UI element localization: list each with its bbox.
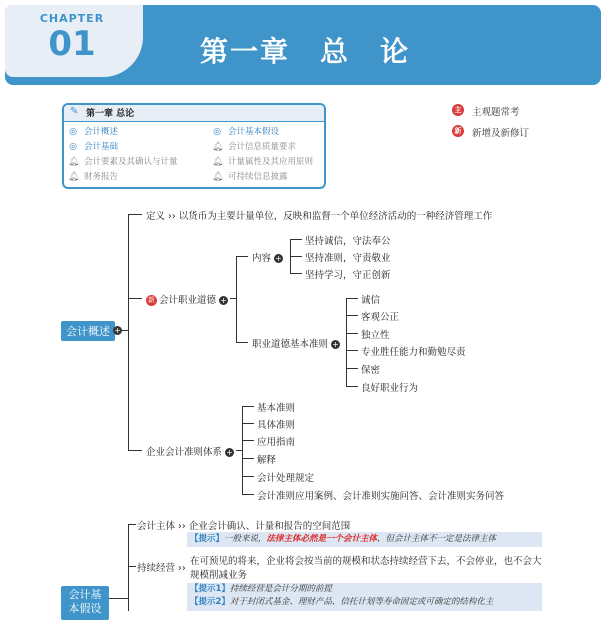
target-icon: ◎ (69, 142, 77, 152)
toc-item-basic-assumptions[interactable]: ◎ 会计基本假设 (213, 127, 280, 137)
node-definition: 定义 ›› 以货币为主要计量单位，反映和监督一个单位经济活动的一种经济管理工作 (146, 211, 493, 222)
node-accounting-entity: 会计主体 ›› 企业会计确认、计量和报告的空间范围 (137, 521, 351, 532)
rule-item: 保密 (361, 365, 381, 376)
connector (236, 256, 248, 257)
new-badge-icon: 新 (452, 125, 464, 137)
content-item: 坚持学习，守正创新 (305, 270, 391, 281)
rule-item: 专业胜任能力和勤勉尽责 (361, 347, 466, 358)
connector (242, 423, 254, 424)
chapter-number: 01 (48, 24, 96, 64)
toc-item-accounting-basis[interactable]: ◎ 会计基础 (69, 142, 119, 152)
connector (242, 494, 254, 495)
node-going-concern: 持续经营 ›› (137, 563, 186, 574)
standard-item: 会计处理规定 (257, 473, 315, 484)
expand-plus-icon[interactable]: + (114, 326, 121, 335)
connector (128, 214, 142, 215)
connector (128, 524, 136, 525)
content-item: 坚持准则，守责敬业 (305, 253, 391, 264)
expand-plus-icon[interactable]: + (275, 254, 282, 263)
toc-item-sustainability[interactable]: 🔔︎ 可持续信息披露 (212, 172, 288, 182)
rule-item: 客观公正 (361, 312, 400, 323)
connector (128, 298, 142, 299)
root-accounting-overview[interactable]: 会计概述 (61, 321, 115, 341)
connector (128, 566, 136, 567)
node-content[interactable]: 内容 + (252, 253, 282, 264)
connector (236, 450, 242, 451)
connector (242, 406, 243, 494)
standard-item: 解释 (257, 455, 277, 466)
toc-title: 第一章 总论 (86, 109, 135, 119)
toc-item-financial-report[interactable]: 🔔︎ 财务报告 (68, 172, 119, 182)
connector (290, 273, 302, 274)
connector (106, 598, 128, 599)
chapter-title: 第一章 总 论 (199, 35, 410, 68)
bell-icon: 🔔︎ (212, 172, 224, 182)
standard-item: 基本准则 (257, 403, 296, 414)
content-item: 坚持诚信，守法奉公 (305, 236, 391, 247)
connector (128, 524, 129, 611)
target-icon: ◎ (213, 127, 221, 137)
rule-item: 良好职业行为 (361, 383, 419, 394)
connector (242, 476, 254, 477)
connector (128, 450, 142, 451)
toc-item-measurement[interactable]: 🔔︎ 计量属性及其应用原则 (212, 157, 314, 167)
chapter-label: CHAPTER (39, 12, 105, 25)
connector (346, 350, 358, 351)
toc-box (62, 103, 326, 189)
connector (236, 342, 248, 343)
connector (346, 315, 358, 316)
bell-icon: 🔔︎ (212, 157, 224, 167)
pencil-icon: ✎ (70, 106, 79, 117)
connector (346, 298, 358, 299)
going-concern-text-line2: 规模削减业务 (190, 570, 248, 581)
connector (242, 458, 254, 459)
connector (242, 440, 254, 441)
bell-icon: 🔔︎ (212, 142, 224, 152)
standard-item: 应用指南 (257, 437, 296, 448)
connector (346, 386, 358, 387)
node-standards-system[interactable]: 企业会计准则体系 + (146, 447, 233, 458)
new-badge-icon: 新 (148, 296, 155, 304)
legend-subjective: 主观题常考 (472, 107, 520, 118)
bell-icon: 🔔︎ (68, 172, 80, 182)
connector (346, 298, 347, 386)
tip-box: 【提示】一般来说，法律主体必然是一个会计主体，但会计主体不一定是法律主体 (187, 532, 542, 547)
rule-item: 独立性 (361, 330, 390, 341)
expand-plus-icon[interactable]: + (220, 296, 227, 305)
connector (346, 333, 358, 334)
root-basic-assumptions[interactable]: 会计基 本假设 (61, 586, 109, 620)
connector (346, 368, 358, 369)
legend-new: 新增及新修订 (472, 128, 530, 139)
connector (242, 406, 254, 407)
expand-plus-icon[interactable]: + (332, 340, 339, 349)
standard-item: 会计准则应用案例、会计准则实施问答、会计准则实务问答 (257, 491, 505, 502)
tip-box: 【提示1】持续经营是会计分期的前提 【提示2】对于封闭式基金、理财产品、信托计划等寿命固定或可确定的结构化主 (187, 583, 542, 611)
going-concern-text-line1: 在可预见的将来，企业将会按当前的规模和状态持续经营下去，不会停业，也不会大 (190, 556, 542, 567)
standard-item: 具体准则 (257, 420, 296, 431)
toc-header (64, 105, 324, 122)
connector (236, 256, 237, 342)
connector (230, 298, 236, 299)
bell-icon: 🔔︎ (68, 157, 80, 167)
connector (128, 214, 129, 450)
node-basic-rules[interactable]: 职业道德基本准则 + (252, 339, 339, 350)
node-professional-ethics[interactable]: 新 会计职业道德 + (148, 295, 227, 306)
toc-item-accounting-overview[interactable]: ◎ 会计概述 (69, 127, 119, 137)
subjective-badge-icon: 主 (452, 104, 464, 116)
expand-plus-icon[interactable]: + (226, 448, 233, 457)
target-icon: ◎ (69, 127, 77, 137)
toc-item-info-quality[interactable]: 🔔︎ 会计信息质量要求 (212, 142, 297, 152)
rule-item: 诚信 (361, 295, 381, 306)
connector (290, 256, 302, 257)
connector (290, 239, 302, 240)
toc-item-elements[interactable]: 🔔︎ 会计要素及其确认与计量 (68, 157, 178, 167)
